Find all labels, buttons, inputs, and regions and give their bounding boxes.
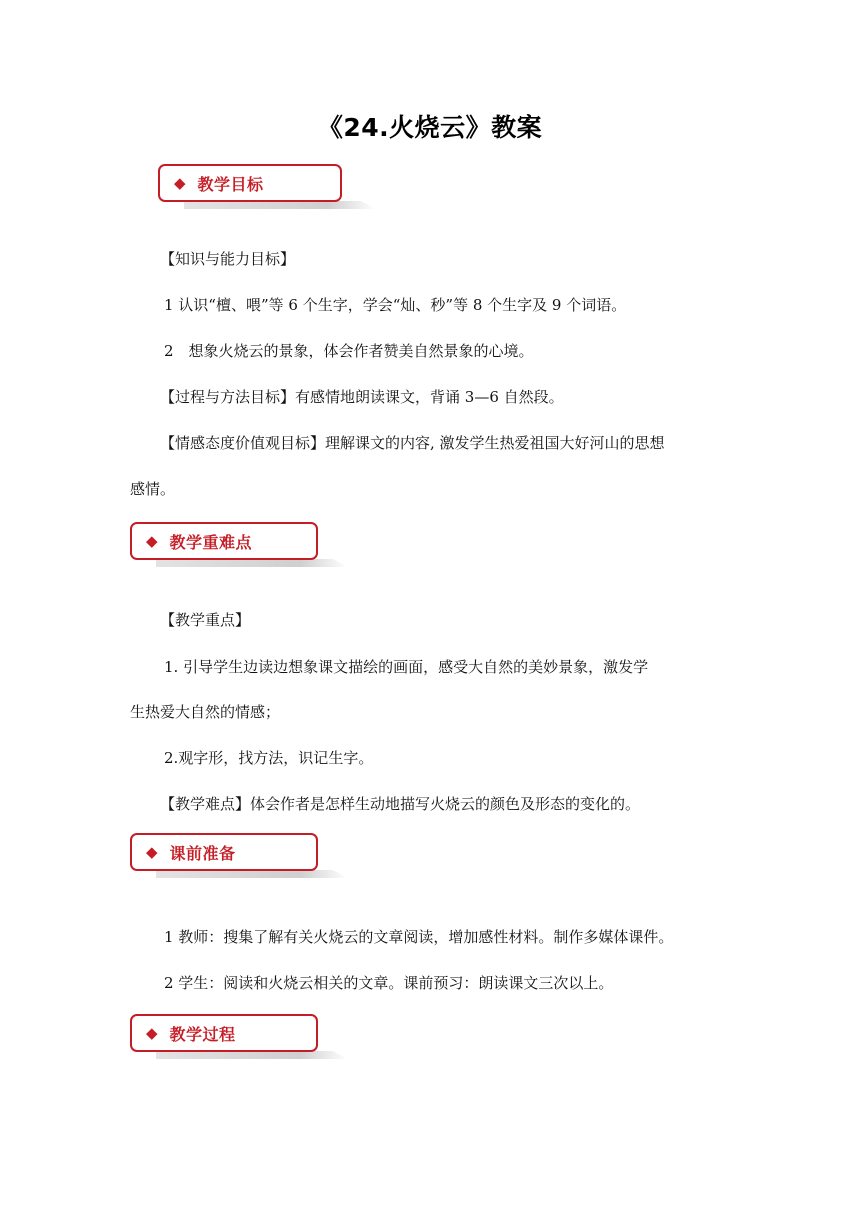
objective-item-1: 1 认识“檀、喂”等 6 个生字，学会“灿、秒”等 8 个生字及 9 个词语。 — [164, 296, 627, 314]
heading-shadow — [156, 870, 348, 878]
diamond-icon: ◆ — [146, 843, 158, 861]
heading-box — [130, 522, 318, 560]
objective-item-2: 2 想象火烧云的景象，体会作者赞美自然景象的心境。 — [164, 342, 534, 360]
section-heading-process — [130, 1014, 330, 1056]
emotion-objective-line-2: 感情。 — [130, 480, 176, 498]
section-heading-label: 教学目标 — [197, 174, 264, 194]
heading-box — [158, 164, 342, 202]
section-heading-label: 教学重难点 — [169, 532, 253, 552]
key-point-item-1-line-2: 生热爱大自然的情感； — [130, 703, 281, 721]
preparation-teacher: 1 教师：搜集了解有关火烧云的文章阅读，增加感性材料。制作多媒体课件。 — [164, 928, 674, 946]
preparation-student: 2 学生：阅读和火烧云相关的文章。课前预习：朗读课文三次以上。 — [164, 974, 614, 992]
diamond-icon: ◆ — [174, 174, 186, 192]
process-objective: 【过程与方法目标】有感情地朗读课文，背诵 3—6 自然段。 — [160, 388, 564, 406]
heading-box — [130, 833, 318, 871]
section-heading-preparation — [130, 833, 330, 875]
key-point-label: 【教学重点】 — [160, 611, 251, 629]
emotion-objective-line-1: 【情感态度价值观目标】理解课文的内容, 激发学生热爱祖国大好河山的思想 — [160, 434, 665, 452]
page-title: 《24.火烧云》教案 — [317, 113, 543, 142]
heading-shadow — [156, 559, 348, 567]
key-point-item-2: 2.观字形，找方法，识记生字。 — [164, 749, 374, 767]
section-heading-key-points — [130, 522, 330, 564]
heading-shadow — [184, 201, 376, 209]
diamond-icon: ◆ — [146, 1024, 158, 1042]
section-heading-label: 教学过程 — [169, 1024, 236, 1044]
section-heading-label: 课前准备 — [169, 843, 236, 863]
difficulty-point: 【教学难点】体会作者是怎样生动地描写火烧云的颜色及形态的变化的。 — [160, 795, 641, 813]
heading-box — [130, 1014, 318, 1052]
knowledge-objective-label: 【知识与能力目标】 — [160, 250, 296, 268]
heading-shadow — [156, 1051, 348, 1059]
section-heading-objectives — [158, 164, 358, 206]
key-point-item-1-line-1: 1. 引导学生边读边想象课文描绘的画面，感受大自然的美妙景象，激发学 — [164, 658, 649, 676]
diamond-icon: ◆ — [146, 532, 158, 550]
